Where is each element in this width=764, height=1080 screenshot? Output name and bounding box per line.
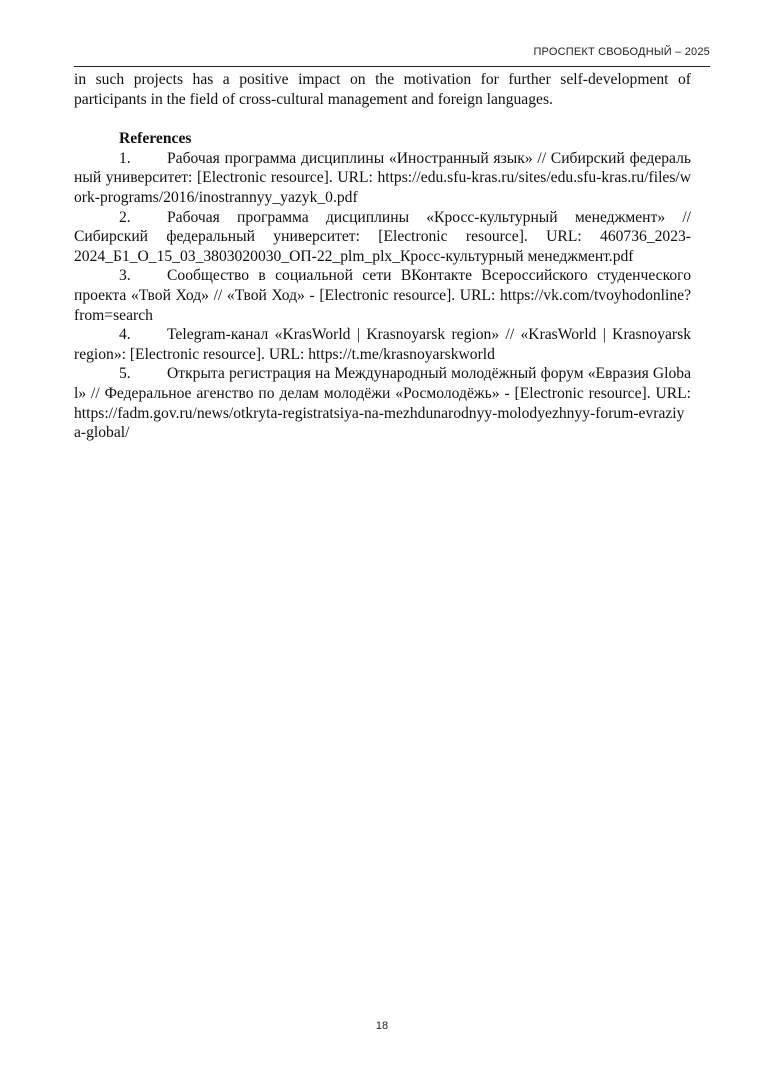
intro-paragraph: in such projects has a positive impact on the motivation for further self-development of participants in the field of cross-cultural management and foreign languages. [74,71,691,108]
reference-text: Telegram-канал «KrasWorld | Krasnoyarsk region» // «KrasWorld | Krasnoyarsk region»: [Electronic resource]. URL: https://t.me/krasnoyarskworld [74,326,691,363]
reference-text: Рабочая программа дисциплины «Кросс-культурный менеджмент» // Сибирский федеральный университет: [Electronic resource]. URL: 460736_2023-2024_Б1_О_15_03_3803020030_ОП-22_plm_plx_Кросс-культурный менеджмент.pdf [74,208,691,265]
page-content [74,70,691,443]
reference-number: 4. [119,326,131,344]
reference-number: 1. [119,149,131,167]
reference-number: 3. [119,267,131,285]
reference-item-2 [74,208,691,267]
reference-text: Рабочая программа дисциплины «Иностранный язык» // Сибирский федеральный университет: [Electronic resource]. URL: https://edu.sfu-kras.ru/sites/edu.sfu-kras.ru/files/work-programs/2016/inostrannyy_yazyk_0.pdf [74,149,691,206]
reference-text: Открыта регистрация на Международный молодёжный форум «Евразия Global» // Федеральное агенство по делам молодёжи «Росмолодёжь» - [Electronic resource]. URL: https://fadm.gov.ru/news/otkryta-registratsiya-na-mezhdunarodnyy-molodyezhnyy-forum-evraziya-global/ [74,365,691,442]
reference-item-1 [74,149,691,208]
reference-item-5 [74,364,691,442]
reference-number: 5. [119,365,131,383]
page-number: 18 [375,1020,389,1032]
running-header: ПРОСПЕКТ СВОБОДНЫЙ – 2025 [533,46,710,58]
reference-item-4 [74,325,691,364]
references-heading: References [119,130,192,148]
reference-item-3 [74,266,691,325]
header-rule [74,66,710,67]
reference-text: Сообщество в социальной сети ВКонтакте Всероссийского студенческого проекта «Твой Ход» // «Твой Ход» - [Electronic resource]. URL: https://vk.com/tvoyhodonline?from=search [74,267,691,324]
reference-number: 2. [119,208,131,226]
